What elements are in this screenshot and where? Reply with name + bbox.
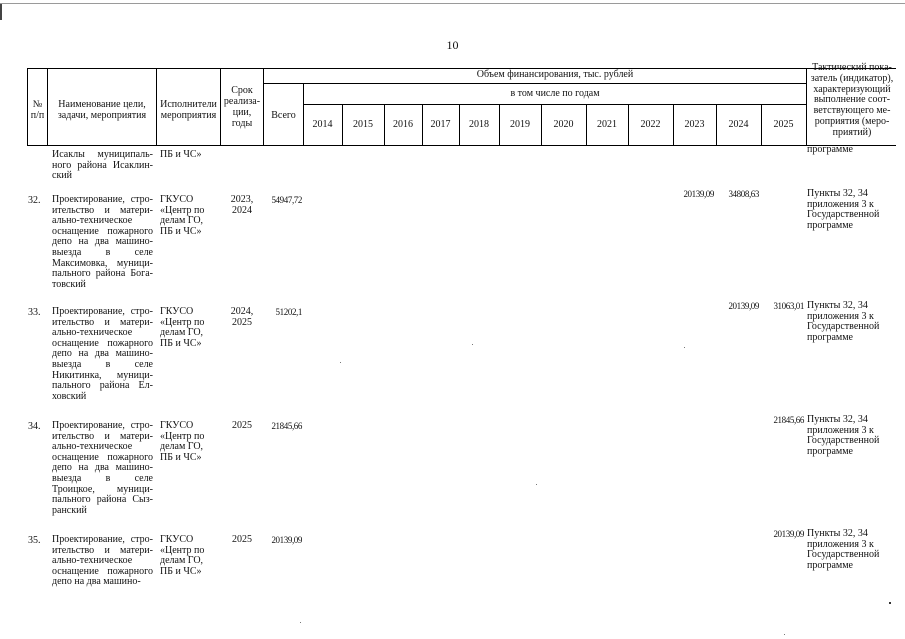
year-2019: 2019 bbox=[510, 119, 530, 130]
row-term: 2023, 2024 bbox=[230, 194, 254, 216]
fragment-executor: ПБ и ЧС» bbox=[160, 149, 202, 160]
row-term: 2025 bbox=[232, 534, 252, 545]
scan-speck bbox=[340, 362, 341, 363]
year-2022: 2022 bbox=[640, 119, 661, 130]
header-total: Всего bbox=[271, 110, 296, 121]
year-2016: 2016 bbox=[393, 119, 413, 130]
row-2025: 31063,01 bbox=[773, 301, 804, 311]
scan-speck bbox=[300, 622, 301, 623]
row-total: 54947,72 bbox=[271, 195, 302, 205]
years-underline bbox=[303, 104, 806, 105]
row-2024: 34808,63 bbox=[728, 189, 759, 199]
row-name: Проектирование, стро-ительство и матери-ально-техническое оснащение пожарного депо на два машино-выезда в селе Троицкое, муници-пального района Сыз-ранский bbox=[52, 420, 153, 516]
scan-edge-mark bbox=[0, 4, 2, 20]
financing-underline bbox=[263, 83, 806, 84]
row-executor: ГКУСО «Центр по делам ГО, ПБ и ЧС» bbox=[160, 194, 205, 237]
row-total: 51202,1 bbox=[275, 307, 302, 317]
row-indicator: Пункты 32, 34 приложения 3 к Государственной программе bbox=[807, 188, 880, 231]
col-border-total bbox=[263, 68, 264, 146]
row-name: Проектирование, стро-ительство и матери-ально-техническое оснащение пожарного депо на два машино- bbox=[52, 534, 153, 588]
row-2025: 20139,09 bbox=[773, 529, 804, 539]
row-number: 33. bbox=[28, 307, 41, 318]
col-border-term bbox=[220, 68, 221, 146]
year-2020: 2020 bbox=[553, 119, 574, 130]
row-term: 2024, 2025 bbox=[230, 306, 254, 328]
scan-speck bbox=[536, 484, 537, 485]
row-name: Проектирование, стро-ительство и матери-ально-техническое оснащение пожарного депо на два машино-выезда в селе Никитинка, муници-пального района Ел-ховский bbox=[52, 306, 153, 402]
header-name: Наименование цели, задачи, мероприятия bbox=[57, 99, 147, 121]
row-executor: ГКУСО «Центр по делам ГО, ПБ и ЧС» bbox=[160, 306, 205, 349]
fragment-name: Исаклы муниципаль-ного района Исаклин-ский bbox=[52, 149, 153, 182]
row-executor: ГКУСО «Центр по делам ГО, ПБ и ЧС» bbox=[160, 420, 205, 463]
row-indicator: Пункты 32, 34 приложения 3 к Государственной программе bbox=[807, 528, 880, 571]
fragment-indicator: программе bbox=[807, 144, 853, 155]
row-total: 20139,09 bbox=[271, 535, 302, 545]
header-indicator: Тактический пока-затель (индикатор), характеризующий выполнение соот-ветствующего ме-роприятия (меро-приятий) bbox=[810, 62, 894, 138]
row-2025: 21845,66 bbox=[773, 415, 804, 425]
year-2023: 2023 bbox=[684, 119, 705, 130]
year-2021: 2021 bbox=[597, 119, 617, 130]
year-2025: 2025 bbox=[773, 119, 794, 130]
header-term: Срок реализа-ции, годы bbox=[223, 85, 261, 129]
year-2014: 2014 bbox=[312, 119, 333, 130]
header-by-years: в том числе по годам bbox=[510, 88, 600, 99]
header-bottom-rule bbox=[27, 145, 896, 146]
col-border-name bbox=[47, 68, 48, 146]
header-executors: Исполнители мероприятия bbox=[160, 99, 217, 121]
row-number: 32. bbox=[28, 195, 41, 206]
row-2024: 20139,09 bbox=[728, 301, 759, 311]
header-financing: Объем финансирования, тыс. рублей bbox=[476, 69, 634, 80]
row-executor: ГКУСО «Центр по делам ГО, ПБ и ЧС» bbox=[160, 534, 205, 577]
row-name: Проектирование, стро-ительство и матери-ально-техническое оснащение пожарного депо на два машино-выезда в селе Максимовка, муници-пального района Бога-товский bbox=[52, 194, 153, 290]
year-2015: 2015 bbox=[353, 119, 373, 130]
scan-edge-line bbox=[0, 3, 905, 4]
year-2024: 2024 bbox=[728, 119, 749, 130]
scan-speck bbox=[472, 344, 473, 345]
col-border-indicator bbox=[806, 68, 807, 146]
row-number: 34. bbox=[28, 421, 41, 432]
year-2017: 2017 bbox=[430, 119, 451, 130]
row-indicator: Пункты 32, 34 приложения 3 к Государственной программе bbox=[807, 300, 880, 343]
row-indicator: Пункты 32, 34 приложения 3 к Государственной программе bbox=[807, 414, 880, 457]
row-total: 21845,66 bbox=[271, 421, 302, 431]
scan-speck bbox=[684, 347, 685, 348]
row-term: 2025 bbox=[232, 420, 252, 431]
scan-speck bbox=[784, 634, 785, 635]
page-number: 10 bbox=[446, 38, 459, 52]
header-num: № п/п bbox=[30, 99, 45, 121]
scan-speck bbox=[889, 602, 891, 604]
row-2023: 20139,09 bbox=[683, 189, 714, 199]
year-2018: 2018 bbox=[469, 119, 489, 130]
row-number: 35. bbox=[28, 535, 41, 546]
